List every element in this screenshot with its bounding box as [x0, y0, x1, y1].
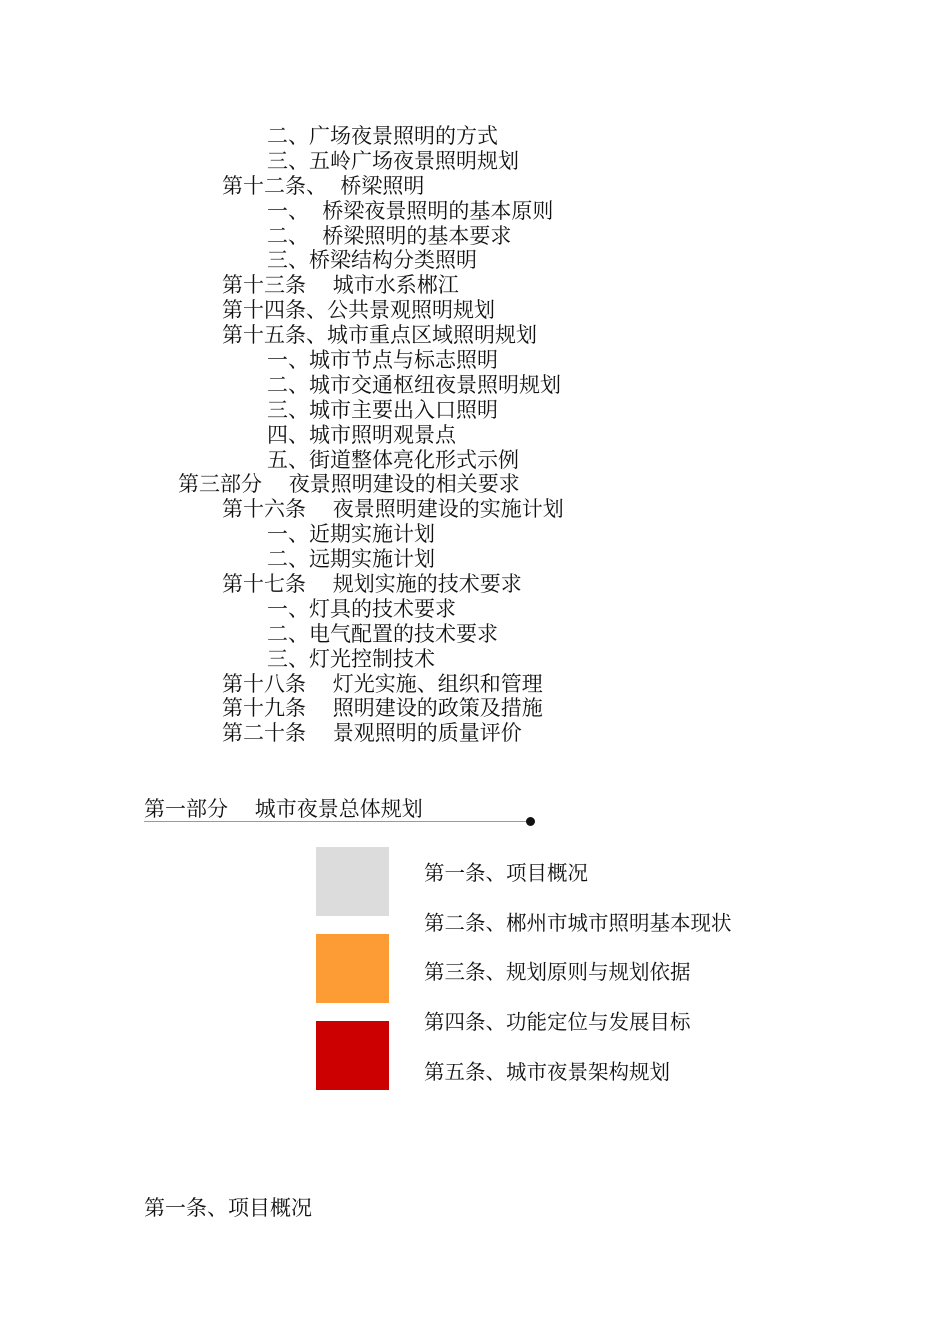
toc-entry: 第三部分 夜景照明建设的相关要求: [178, 472, 520, 497]
toc-entry: 第十九条 照明建设的政策及措施: [222, 696, 543, 721]
toc-entry: 二、远期实施计划: [267, 547, 435, 572]
clause-item: 第一条、项目概况: [424, 861, 588, 885]
toc-entry: 四、城市照明观景点: [267, 422, 456, 447]
toc-entry: 二、城市交通枢纽夜景照明规划: [267, 372, 561, 397]
toc-entry: 三、桥梁结构分类照明: [267, 248, 477, 273]
section-title: 第一部分 城市夜景总体规划: [144, 797, 423, 821]
toc-entry: 第十八条 灯光实施、组织和管理: [222, 671, 543, 696]
toc-entry: 第十六条 夜景照明建设的实施计划: [222, 497, 564, 522]
toc-entry: 一、城市节点与标志照明: [267, 348, 498, 373]
clause-item: 第五条、城市夜景架构规划: [424, 1059, 670, 1084]
toc-entry: 第十四条、公共景观照明规划: [222, 298, 495, 323]
clause-item: 第四条、功能定位与发展目标: [424, 1010, 691, 1035]
toc-entry: 第十五条、城市重点区域照明规划: [222, 323, 537, 348]
toc-entry: 第二十条 景观照明的质量评价: [222, 721, 522, 746]
toc-entry: 第十二条、 桥梁照明: [222, 173, 425, 198]
section-divider: [144, 821, 530, 822]
toc-entry: 三、灯光控制技术: [267, 646, 435, 671]
table-of-contents: [0, 124, 950, 746]
clause-item: 第二条、郴州市城市照明基本现状: [424, 910, 732, 935]
toc-entry: 二、广场夜景照明的方式: [267, 124, 498, 148]
toc-entry: 一、近期实施计划: [267, 522, 435, 547]
clause-list: [424, 856, 732, 1104]
orange-color-block: [316, 934, 389, 1003]
clause-item: 第三条、规划原则与规划依据: [424, 960, 691, 985]
toc-entry: 二、 桥梁照明的基本要求: [267, 223, 512, 248]
toc-entry: 一、灯具的技术要求: [267, 596, 456, 621]
subsection-title: 第一条、项目概况: [144, 1196, 312, 1220]
gray-color-block: [316, 847, 389, 916]
toc-entry: 三、五岭广场夜景照明规划: [267, 148, 519, 173]
red-color-block: [316, 1021, 389, 1090]
toc-entry: 二、电气配置的技术要求: [267, 621, 498, 646]
toc-entry: 第十三条 城市水系郴江: [222, 273, 459, 298]
toc-entry: 一、 桥梁夜景照明的基本原则: [267, 198, 554, 223]
toc-entry: 三、城市主要出入口照明: [267, 397, 498, 422]
toc-entry: 五、街道整体亮化形式示例: [267, 447, 519, 472]
bullet-dot-icon: [526, 817, 535, 826]
toc-entry: 第十七条 规划实施的技术要求: [222, 572, 522, 597]
